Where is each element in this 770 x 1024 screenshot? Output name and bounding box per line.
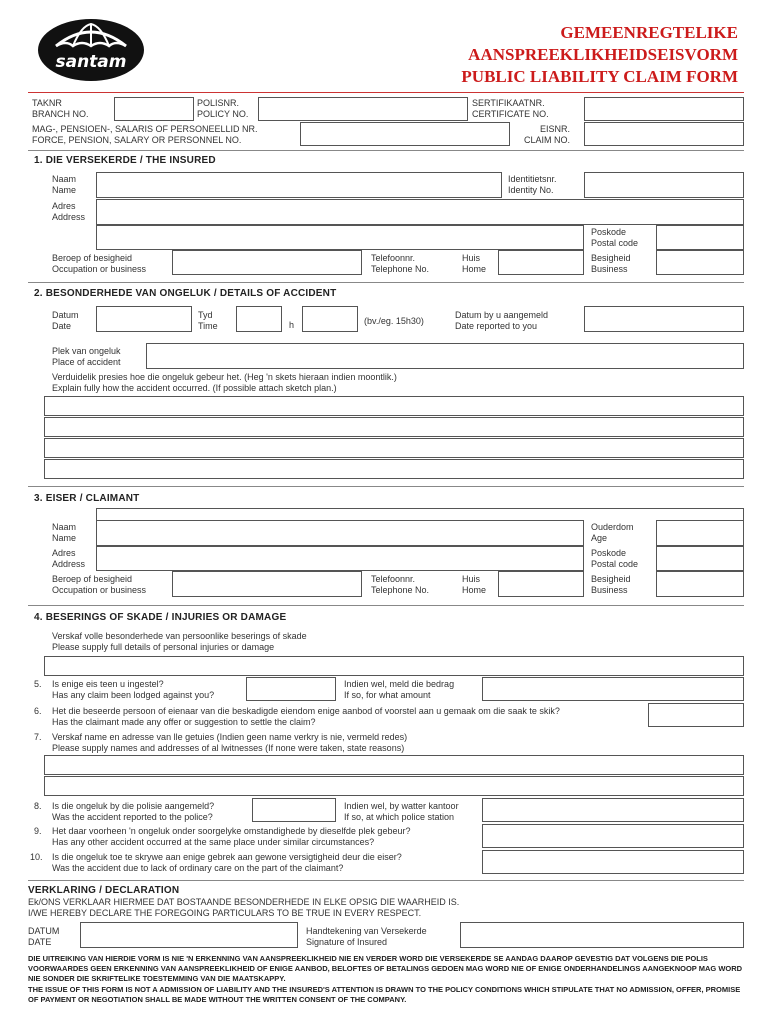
force-field[interactable] (300, 122, 510, 146)
q10-en: Was the accident due to lack of ordinary care on the part of the claimant? (52, 863, 344, 873)
form-title (461, 22, 738, 88)
divider-4 (28, 605, 744, 606)
accident-date-en: Date (52, 321, 72, 331)
identity-label (508, 174, 557, 196)
q8-label (52, 801, 214, 823)
insured-address-field[interactable] (96, 199, 744, 225)
force-label-en: FORCE, PENSION, SALARY OR PERSONNEL NO. (32, 135, 242, 145)
signature-label (306, 926, 427, 948)
accident-place-af: Plek van ongeluk (52, 346, 121, 356)
policy-label-en: POLICY NO. (197, 109, 249, 119)
insured-occupation-af: Beroep of besigheid (52, 253, 133, 263)
section-4-heading: 4. BESERINGS OF SKADE / INJURIES OR DAMAGE (34, 612, 287, 623)
policy-field[interactable] (258, 97, 468, 121)
section-2-heading: 2. BESONDERHEDE VAN ONGELUK / DETAILS OF ACCIDENT (34, 288, 337, 299)
claimant-home-phone-field[interactable] (498, 571, 584, 597)
accident-place-field[interactable] (146, 343, 744, 369)
identity-af: Identitietsnr. (508, 174, 557, 184)
insured-telephone-en: Telephone No. (371, 264, 430, 274)
divider-5 (28, 880, 744, 881)
identity-field[interactable] (584, 172, 744, 198)
q5-answer-field[interactable] (246, 677, 336, 701)
title-line-3: PUBLIC LIABILITY CLAIM FORM (461, 67, 738, 86)
title-line-2: AANSPREEKLIKHEIDSEISVORM (468, 45, 738, 64)
q9-answer-field[interactable] (482, 824, 744, 848)
decl-date-label (28, 926, 59, 948)
claimant-business-phone-field[interactable] (656, 571, 744, 597)
injury-details-label (52, 631, 307, 653)
insured-postal-af: Poskode (591, 227, 627, 237)
section-1-heading: 1. DIE VERSEKERDE / THE INSURED (34, 155, 216, 166)
explain-en: Explain fully how the accident occurred. (If possible attach sketch plan.) (52, 383, 337, 393)
declaration-en: I/WE HEREBY DECLARE THE FOREGOING PARTICULARS TO BE TRUE IN EVERY RESPECT. (28, 908, 422, 918)
claimant-address-en: Address (52, 559, 86, 569)
q5-amount-en: If so, for what amount (344, 690, 431, 700)
accident-time-label (198, 310, 218, 332)
q8-station-en: If so, at which police station (344, 812, 455, 822)
claimant-top-field[interactable] (96, 508, 744, 520)
cert-label-af: SERTIFIKAATNR. (472, 98, 545, 108)
q5-amount-label (344, 679, 454, 701)
insured-address-line-2[interactable] (96, 225, 584, 250)
claimant-name-label (52, 522, 76, 544)
date-reported-field[interactable] (584, 306, 744, 332)
q9-en: Has any other accident occurred at the same place under similar circumstances? (52, 837, 375, 847)
force-label (32, 124, 258, 146)
insured-name-en: Name (52, 185, 77, 195)
q9-label (52, 826, 410, 848)
identity-en: Identity No. (508, 185, 554, 195)
insured-home-phone-field[interactable] (498, 250, 584, 275)
date-reported-af: Datum by u aangemeld (455, 310, 549, 320)
signature-af: Handtekening van Versekerde (306, 926, 427, 936)
claimant-address-field[interactable] (96, 546, 584, 571)
insured-address-en: Address (52, 212, 86, 222)
claimant-telephone-en: Telephone No. (371, 585, 430, 595)
insured-name-field[interactable] (96, 172, 502, 198)
certificate-field[interactable] (584, 97, 744, 121)
q6-af: Het die beseerde persoon of eienaar van die beskadigde eiendom enige aanbod of voorstel aan u gemaak om die saak te skik? (52, 706, 560, 716)
claimant-occupation-af: Beroep of besigheid (52, 574, 133, 584)
claimant-occupation-label (52, 574, 146, 596)
insured-postal-label (591, 227, 638, 249)
policy-label (197, 98, 248, 120)
section-3-heading: 3. EISER / CLAIMANT (34, 493, 140, 504)
accident-place-en: Place of accident (52, 357, 121, 367)
signature-field[interactable] (460, 922, 744, 948)
accident-time-en: Time (198, 321, 218, 331)
q5-number: 5. (34, 679, 42, 689)
explain-line-4[interactable] (44, 459, 744, 479)
hours-separator: h (289, 320, 295, 330)
logo-text: santam (55, 52, 127, 72)
claimant-telephone-af: Telefoonnr. (371, 574, 416, 584)
q8-number: 8. (34, 801, 42, 811)
notice-afrikaans: DIE UITREIKING VAN HIERDIE VORM IS NIE 'N ERKENNING VAN AANSPREEKLIKHEID NIE EN VERDER WORD DIE VERSEKERDE SE AANDAG DAAROP GEVESTIG DAT VOLGENS DIE POLIS VOORWAARDES GEEN ERKENNING VAN AANSPREEKLIKHEID OF ENIGE AANBOD, BELOFTES OF BETALINGS GEDOEN MAG WORD NIE OF ENIGE ONDERHANDELINGS AANGEKNOOP MAG WORD NIE SONDER DIE SKRIFTELIKE TOESTEMMING VAN DIE MAATSKAPPY. (28, 954, 743, 983)
accident-date-label (52, 310, 79, 332)
q8-af: Is die ongeluk by die polisie aangemeld? (52, 801, 215, 811)
divider-3 (28, 486, 744, 487)
claimant-address-af: Adres (52, 548, 76, 558)
claimant-home-label (462, 574, 486, 596)
q7-af: Verskaf name en adresse van lle getuies (Indien geen name verkry is nie, vermeld redes) (52, 732, 408, 742)
claimant-address-label (52, 548, 85, 570)
notice-english: THE ISSUE OF THIS FORM IS NOT A ADMISSION OF LIABILITY AND THE INSURED'S ATTENTION IS DRAWN TO THE POLICY CONDITIONS WHICH STIPULATE THAT NO ADMISSION, OFFER, PROMISE OF PAYMENT OR NEGOTIATION SHALL BE MADE WITHOUT THE WRITTEN CONSENT OF THE COMPANY. (28, 985, 741, 1004)
header-divider (28, 92, 744, 93)
q6-en: Has the claimant made any offer or suggestion to settle the claim? (52, 717, 316, 727)
branch-label-en: BRANCH NO. (32, 109, 89, 119)
q8-station-label (344, 801, 459, 823)
q10-af: Is die ongeluk toe te skrywe aan enige gebrek aan gewone versigtigheid deur die eiser? (52, 852, 402, 862)
claim-field[interactable] (584, 122, 744, 146)
q9-number: 9. (34, 826, 42, 836)
insured-telephone-label (371, 253, 429, 275)
q10-label (52, 852, 402, 874)
insured-address-label (52, 201, 85, 223)
accident-time-minutes-field[interactable] (302, 306, 358, 332)
cert-label (472, 98, 549, 120)
divider-1 (28, 150, 744, 151)
claimant-postal-en: Postal code (591, 559, 639, 569)
claimant-name-en: Name (52, 533, 77, 543)
accident-time-hours-field[interactable] (236, 306, 282, 332)
q9-af: Het daar voorheen 'n ongeluk onder soorgelyke omstandighede by dieselfde plek gebeur? (52, 826, 411, 836)
claimant-postal-af: Poskode (591, 548, 627, 558)
claimant-name-field[interactable] (96, 520, 584, 546)
witness-line-2[interactable] (44, 776, 744, 796)
explain-af: Verduidelik presies hoe die ongeluk gebeur het. (Heg 'n skets hieraan indien moontlik.) (52, 372, 397, 382)
q5-amount-af: Indien wel, meld die bedrag (344, 679, 455, 689)
q10-answer-field[interactable] (482, 850, 744, 874)
accident-time-af: Tyd (198, 310, 213, 320)
witness-line-1[interactable] (44, 755, 744, 775)
insured-telephone-af: Telefoonnr. (371, 253, 416, 263)
claimant-age-en: Age (591, 533, 608, 543)
claimant-home-en: Home (462, 585, 487, 595)
signature-en: Signature of Insured (306, 937, 388, 947)
decl-date-af: DATUM (28, 926, 60, 936)
claimant-business-label (591, 574, 631, 596)
claimant-home-af: Huis (462, 574, 481, 584)
q6-label (52, 706, 560, 728)
insured-occupation-field[interactable] (172, 250, 362, 275)
umbrella-logo-icon (36, 18, 146, 82)
accident-date-af: Datum (52, 310, 79, 320)
explain-line-1[interactable] (44, 396, 744, 416)
insured-business-phone-field[interactable] (656, 250, 744, 275)
q5-en: Has any claim been lodged against you? (52, 690, 215, 700)
claimant-postal-field[interactable] (656, 546, 744, 571)
insured-home-label (462, 253, 486, 275)
injury-details-en: Please supply full details of personal injuries or damage (52, 642, 275, 652)
q7-label (52, 732, 407, 754)
q10-number: 10. (30, 852, 43, 862)
insured-postal-field[interactable] (656, 225, 744, 250)
explain-line-3[interactable] (44, 438, 744, 458)
claimant-business-af: Besigheid (591, 574, 631, 584)
time-example: (bv./eg. 15h30) (364, 316, 424, 326)
claimant-postal-label (591, 548, 638, 570)
injury-details-af: Verskaf volle besonderhede van persoonlike beserings of skade (52, 631, 307, 641)
insured-name-label (52, 174, 76, 196)
insured-home-en: Home (462, 264, 487, 274)
decl-date-field[interactable] (80, 922, 298, 948)
divider-2 (28, 282, 744, 283)
q8-station-af: Indien wel, by watter kantoor (344, 801, 459, 811)
insured-home-af: Huis (462, 253, 481, 263)
q6-number: 6. (34, 706, 42, 716)
date-reported-en: Date reported to you (455, 321, 538, 331)
claimant-business-en: Business (591, 585, 628, 595)
insured-occupation-en: Occupation or business (52, 264, 147, 274)
insured-postal-en: Postal code (591, 238, 639, 248)
claimant-occupation-en: Occupation or business (52, 585, 147, 595)
q8-en: Was the accident reported to the police? (52, 812, 213, 822)
accident-place-label (52, 346, 121, 368)
claim-label-en: CLAIM NO. (523, 135, 570, 145)
insured-business-af: Besigheid (591, 253, 631, 263)
q8-station-field[interactable] (482, 798, 744, 822)
insured-business-label (591, 253, 631, 275)
force-label-af: MAG-, PENSIOEN-, SALARIS OF PERSONEELLID NR. (32, 124, 258, 134)
declaration-text (28, 897, 459, 919)
claimant-age-af: Ouderdom (591, 522, 634, 532)
branch-field[interactable] (114, 97, 194, 121)
explain-line-2[interactable] (44, 417, 744, 437)
declaration-heading: VERKLARING / DECLARATION (28, 885, 180, 896)
branch-label (32, 98, 89, 120)
q7-en: Please supply names and addresses of al lwitnesses (If none were taken, state reasons) (52, 743, 405, 753)
title-line-1: GEMEENREGTELIKE (560, 23, 738, 42)
date-reported-label (455, 310, 548, 332)
q8-answer-field[interactable] (252, 798, 336, 822)
q7-number: 7. (34, 732, 42, 742)
santam-logo (36, 18, 146, 82)
insured-name-af: Naam (52, 174, 77, 184)
q6-answer-field[interactable] (648, 703, 744, 727)
declaration-af: Ek/ONS VERKLAAR HIERMEE DAT BOSTAANDE BESONDERHEDE IN ELKE OPSIG DIE WAARHEID IS. (28, 897, 460, 907)
explain-label (52, 372, 397, 394)
claimant-age-label (591, 522, 634, 544)
branch-label-af: TAKNR (32, 98, 62, 108)
q5-af: Is enige eis teen u ingestel? (52, 679, 164, 689)
insured-occupation-label (52, 253, 146, 275)
q5-amount-field[interactable] (482, 677, 744, 701)
claimant-telephone-label (371, 574, 429, 596)
insured-address-af: Adres (52, 201, 76, 211)
cert-label-en: CERTIFICATE NO. (472, 109, 549, 119)
decl-date-en: DATE (28, 937, 52, 947)
claim-label (518, 124, 570, 146)
accident-date-field[interactable] (96, 306, 192, 332)
claimant-age-field[interactable] (656, 520, 744, 546)
injury-details-line-1[interactable] (44, 656, 744, 676)
claim-label-af: EISNR. (539, 124, 570, 134)
policy-label-af: POLISNR. (197, 98, 240, 108)
claimant-occupation-field[interactable] (172, 571, 362, 597)
claimant-name-af: Naam (52, 522, 77, 532)
q5-label (52, 679, 214, 701)
insured-business-en: Business (591, 264, 628, 274)
